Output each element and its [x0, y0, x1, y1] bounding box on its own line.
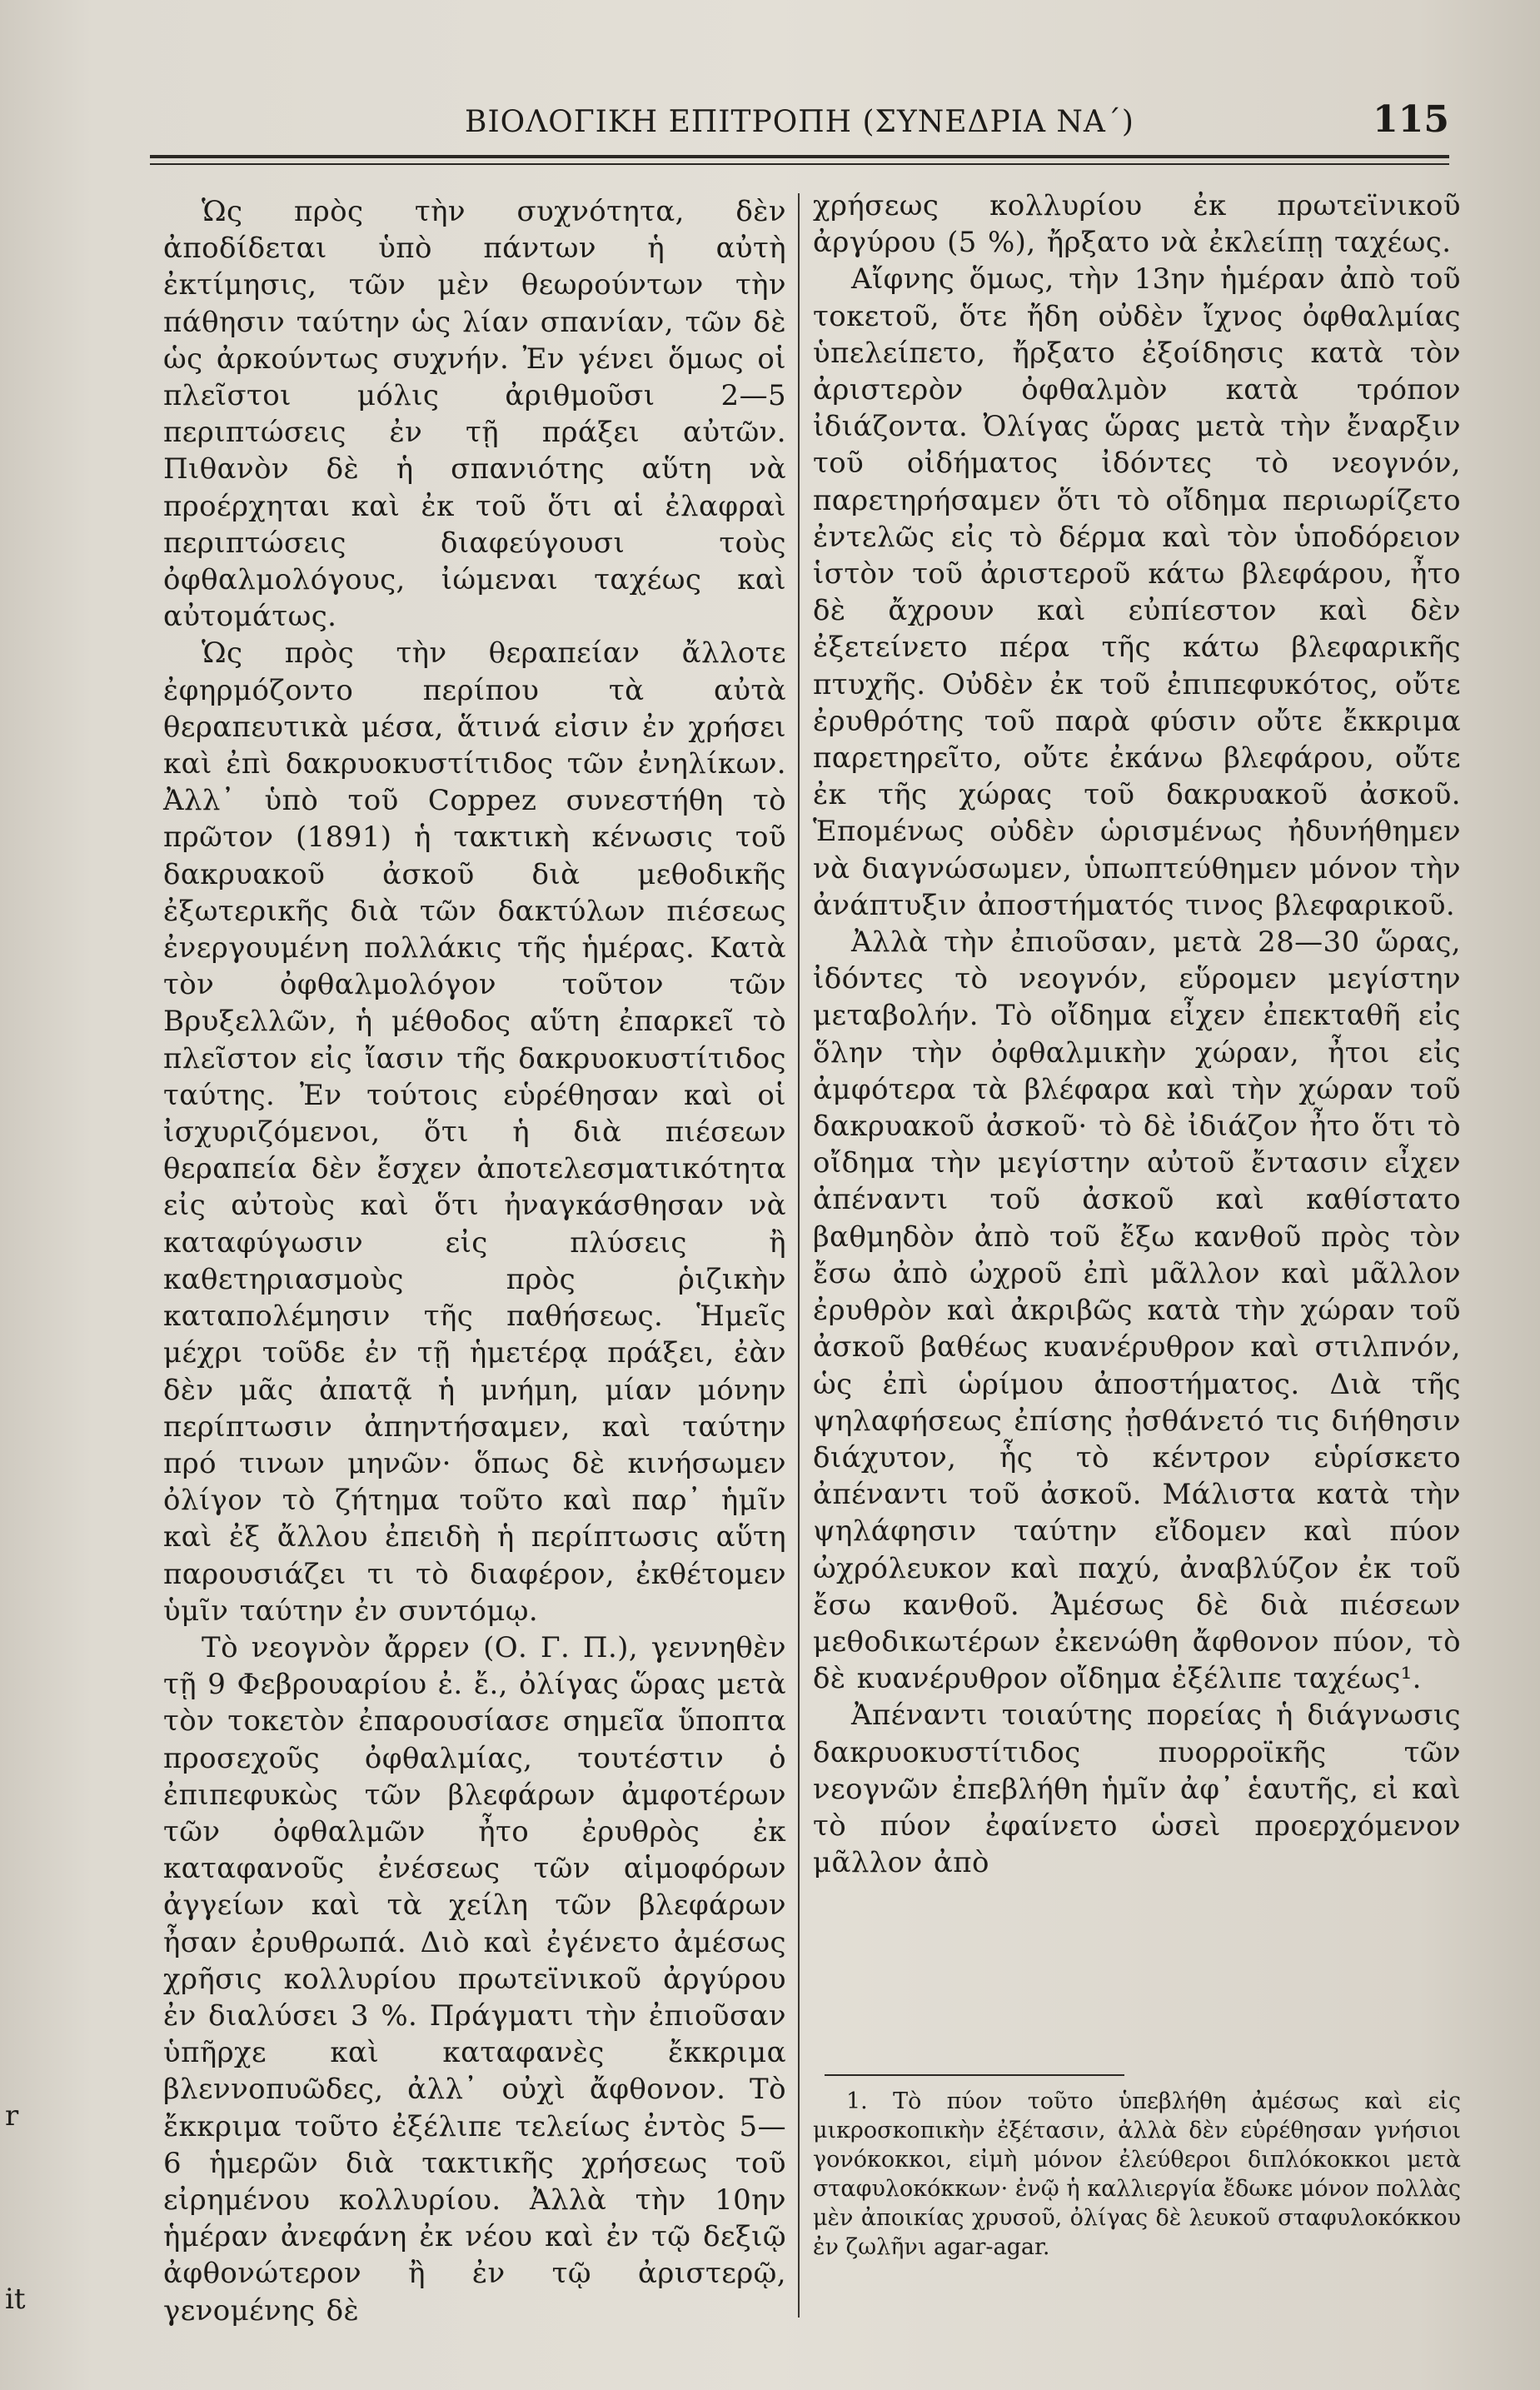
footnote-text: 1. Τὸ πύον τοῦτο ὑπεβλήθη ἀμέσως καὶ εἰς μικροσκοπικὴν ἐξέτασιν, ἀλλὰ δὲν εὑρέθησαν γνήσιοι γονόκοκκοι, εἰμὴ μόνον ἐλεύθεροι διπλόκοκκοι μετὰ σταφυλοκόκκων· ἐνῷ ἡ καλλιεργία ἔδωκε μόνον πολλὰς μὲν ἀποικίας χρυσοῦ, ὀλίγας δὲ λευκοῦ σταφυλοκόκκου ἐν ζωλῆνι agar-agar. — [813, 2088, 1461, 2260]
paragraph: Ἀπέναντι τοιαύτης πορείας ἡ διάγνωσις δακρυοκυστίτιδος πυορροϊκῆς τῶν νεογνῶν ἐπεβλήθη ἡμῖν ἀφ᾽ ἑαυτῆς, εἰ καὶ τὸ πύον ἐφαίνετο ὡσεὶ προερχόμενον μᾶλλον ἀπὸ — [813, 1699, 1461, 1880]
footnote — [813, 2087, 1461, 2262]
margin-mark: it — [5, 2283, 26, 2316]
running-title: ΒΙΟΛΟΓΙΚΗ ΕΠΙΤΡΟΠΗ (ΣΥΝΕΔΡΙΑ ΝΑ΄) — [465, 105, 1134, 139]
column-divider — [798, 193, 800, 2318]
left-column — [163, 193, 786, 2329]
paragraph: Αἴφνης ὅμως, τὴν 13ην ἡμέραν ἀπὸ τοῦ τοκετοῦ, ὅτε ἤδη οὐδὲν ἴχνος ὀφθαλμίας ὑπελείπετο, ἤρξατο ἐξοίδησις κατὰ τὸν ἀριστερὸν ὀφθαλμὸν κατὰ τρόπον ἰδιάζοντα. Ὀλίγας ὥρας μετὰ τὴν ἔναρξιν τοῦ οἰδήματος ἰδόντες τὸ νεογνόν, παρετηρήσαμεν ὅτι τὸ οἴδημα περιωρίζετο ἐντελῶς εἰς τὸ δέρμα καὶ τὸν ὑποδόρειον ἱστὸν τοῦ ἀριστεροῦ κάτω βλεφάρου, ἦτο δὲ ἄχρουν καὶ εὐπίεστον καὶ δὲν ἐξετείνετο πέρα τῆς κάτω βλεφαρικῆς πτυχῆς. Οὐδὲν ἐκ τοῦ ἐπιπεφυκότος, οὔτε ἐρυθρότης τοῦ παρὰ φύσιν οὔτε ἔκκριμα παρετηρεῖτο, οὔτε ἐκάνω βλεφάρου, οὔτε ἐκ τῆς χώρας τοῦ δακρυακοῦ ἀσκοῦ. Ἑπομένως οὐδὲν ὡρισμένως ἠδυνήθημεν νὰ διαγνώσωμεν, ὑπωπτεύθημεν μόνον τὴν ἀνάπτυξιν ἀποστήματός τινος βλεφαρικοῦ. — [813, 262, 1461, 922]
running-header — [150, 98, 1449, 148]
paragraph: Ἀλλὰ τὴν ἐπιοῦσαν, μετὰ 28—30 ὥρας, ἰδόντες τὸ νεογνόν, εὕρομεν μεγίστην μεταβολήν. Τὸ οἴδημα εἶχεν ἐπεκταθῆ εἰς ὅλην τὴν ὀφθαλμικὴν χώραν, ἦτοι εἰς ἀμφότερα τὰ βλέφαρα καὶ τὴν χώραν τοῦ δακρυακοῦ ἀσκοῦ· τὸ δὲ ἰδιάζον ἦτο ὅτι τὸ οἴδημα τὴν μεγίστην αὐτοῦ ἔντασιν εἶχεν ἀπέναντι τοῦ ἀσκοῦ καὶ καθίστατο βαθμηδὸν ἀπὸ τοῦ ἔξω κανθοῦ πρὸς τὸν ἔσω ἀπὸ ὠχροῦ ἐπὶ μᾶλλον καὶ μᾶλλον ἐρυθρὸν καὶ ἀκριβῶς κατὰ τὴν χώραν τοῦ ἀσκοῦ βαθέως κυανέρυθρον καὶ στιλπνόν, ὡς ἐπὶ ὡρίμου ἀποστήματος. Διὰ τῆς ψηλαφήσεως ἐπίσης ᾐσθάνετό τις διήθησιν διάχυτον, ἧς τὸ κέντρον εὑρίσκετο ἀπέναντι τοῦ ἀσκοῦ. Μάλιστα κατὰ τὴν ψηλάφησιν ταύτην εἴδομεν καὶ πύον ὠχρόλευκον καὶ παχύ, ἀναβλύζον ἐκ τοῦ ἔσω κανθοῦ. Ἀμέσως δὲ διὰ πιέσεων μεθοδικωτέρων ἐκενώθη ἄφθονον πύον, τὸ δὲ κυανέρυθρον οἴδημα ἐξέλιπε ταχέως¹. — [813, 926, 1461, 1696]
header-rule-thin — [150, 163, 1449, 165]
paragraph: Ὡς πρὸς τὴν συχνότητα, δὲν ἀποδίδεται ὑπὸ πάντων ἡ αὐτὴ ἐκτίμησις, τῶν μὲν θεωρούντων τὴν πάθησιν ταύτην ὡς λίαν σπανίαν, τῶν δὲ ὡς ἀρκούντως συχνήν. Ἐν γένει ὅμως οἱ πλεῖστοι μόλις ἀριθμοῦσι 2—5 περιπτώσεις ἐν τῇ πράξει αὐτῶν. Πιθανὸν δὲ ἡ σπανιότης αὕτη νὰ προέρχηται καὶ ἐκ τοῦ ὅτι αἱ ἐλαφραὶ περιπτώσεις διαφεύγουσι τοὺς ὀφθαλμολόγους, ἰώμεναι ταχέως καὶ αὐτομάτως. — [163, 195, 786, 634]
page-number: 115 — [1373, 98, 1449, 141]
header-rule-thick — [150, 155, 1449, 158]
paragraph: χρήσεως κολλυρίου ἐκ πρωτεϊνικοῦ ἀργύρου (5 %), ἤρξατο νὰ ἐκλείπῃ ταχέως. — [813, 189, 1461, 260]
right-column — [813, 187, 1461, 1881]
paragraph: Τὸ νεογνὸν ἄρρεν (Ο. Γ. Π.), γεννηθὲν τῇ 9 Φεβρουαρίου ἐ. ἔ., ὀλίγας ὥρας μετὰ τὸν τοκετὸν ἐπαρουσίασε σημεῖα ὕποπτα προσεχοῦς ὀφθαλμίας, τουτέστιν ὁ ἐπιπεφυκὼς τῶν βλεφάρων ἀμφοτέρων τῶν ὀφθαλμῶν ἦτο ἐρυθρὸς ἐκ καταφανοῦς ἐνέσεως τῶν αἱμοφόρων ἀγγείων καὶ τὰ χείλη τῶν βλεφάρων ἦσαν ἐρυθρωπά. Διὸ καὶ ἐγένετο ἀμέσως χρῆσις κολλυρίου πρωτεϊνικοῦ ἀργύρου ἐν διαλύσει 3 %. Πράγματι τὴν ἐπιοῦσαν ὑπῆρχε καὶ καταφανὲς ἔκκριμα βλεννοπυῶδες, ἀλλ᾽ οὐχὶ ἄφθονον. Τὸ ἔκκριμα τοῦτο ἐξέλιπε τελείως ἐντὸς 5—6 ἡμερῶν διὰ τακτικῆς χρήσεως τοῦ εἰρημένου κολλυρίου. Ἀλλὰ τὴν 10ην ἡμέραν ἀνεφάνη ἐκ νέου καὶ ἐν τῷ δεξιῷ ἀφθονώτερον ἢ ἐν τῷ ἀριστερῷ, γενομένης δὲ — [163, 1630, 786, 2328]
margin-mark: r — [5, 2099, 19, 2133]
footnote-rule — [825, 2074, 1124, 2076]
paragraph: Ὡς πρὸς τὴν θεραπείαν ἄλλοτε ἐφηρμόζοντο περίπου τὰ αὐτὰ θεραπευτικὰ μέσα, ἅτινά εἰσιν ἐν χρήσει καὶ ἐπὶ δακρυοκυστίτιδος τῶν ἐνηλίκων. Ἀλλ᾽ ὑπὸ τοῦ Coppez συνεστήθη τὸ πρῶτον (1891) ἡ τακτικὴ κένωσις τοῦ δακρυακοῦ ἀσκοῦ διὰ μεθοδικῆς ἐξωτερικῆς διὰ τῶν δακτύλων πιέσεως ἐνεργουμένη πολλάκις τῆς ἡμέρας. Κατὰ τὸν ὀφθαλμολόγον τοῦτον τῶν Βρυξελλῶν, ἡ μέθοδος αὕτη ἐπαρκεῖ τὸ πλεῖστον εἰς ἴασιν τῆς δακρυοκυστίτιδος ταύτης. Ἐν τούτοις εὑρέθησαν καὶ οἱ ἰσχυριζόμενοι, ὅτι ἡ διὰ πιέσεων θεραπεία δὲν ἔσχεν ἀποτελεσματικότητα εἰς αὐτοὺς καὶ ὅτι ἠναγκάσθησαν νὰ καταφύγωσιν εἰς πλύσεις ἢ καθετηριασμοὺς πρὸς ῥιζικὴν καταπολέμησιν τῆς παθήσεως. Ἡμεῖς μέχρι τοῦδε ἐν τῇ ἡμετέρᾳ πράξει, ἐὰν δὲν μᾶς ἀπατᾷ ἡ μνήμη, μίαν μόνην περίπτωσιν ἀπηντήσαμεν, καὶ ταύτην πρό τινων μηνῶν· ὅπως δὲ κινήσωμεν ὀλίγον τὸ ζήτημα τοῦτο καὶ παρ᾽ ἡμῖν καὶ ἐξ ἄλλου ἐπειδὴ ἡ περίπτωσις αὕτη παρουσιάζει τι τὸ διαφέρον, ἐκθέτομεν ὑμῖν ταύτην ἐν συντόμῳ. — [163, 636, 786, 1628]
